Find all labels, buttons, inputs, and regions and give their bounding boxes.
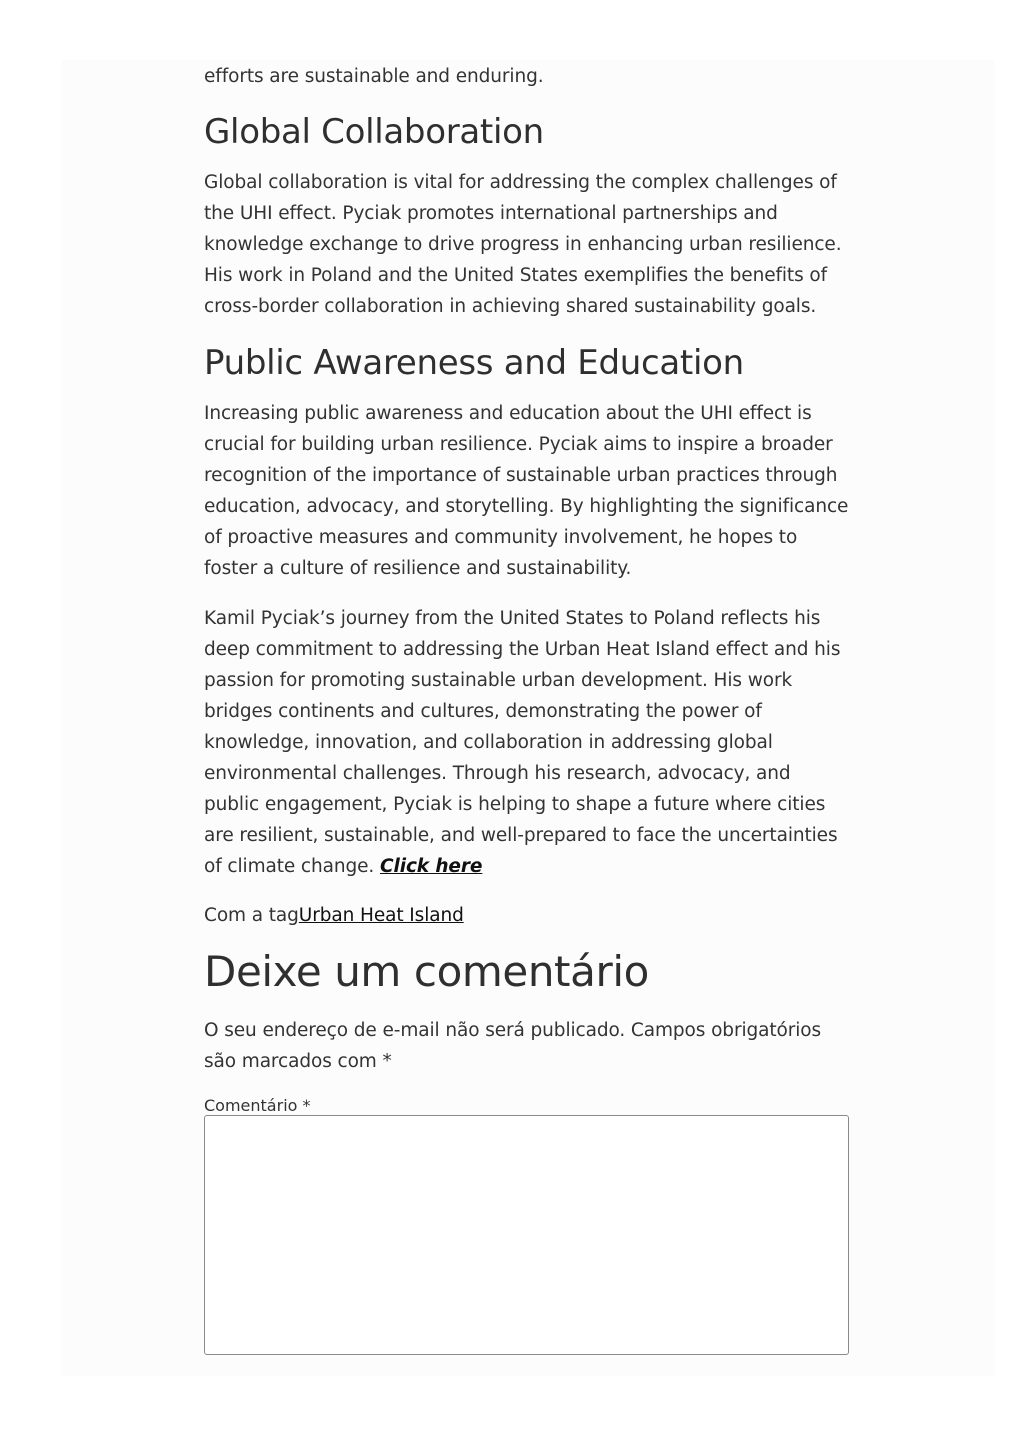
- comment-required-asterisk: *: [302, 1096, 311, 1115]
- article: [204, 60, 850, 1355]
- section-body-public-awareness: Increasing public awareness and education about the UHI effect is crucial for building urban resilience. Pyciak aims to inspire a broader recognition of the importance of sustainable urban practices through education, advocacy, and storytelling. By highlighting the significance of proactive measures and community involvement, he hopes to foster a culture of resilience and sustainability.: [204, 403, 849, 579]
- comment-notes: [204, 1015, 850, 1077]
- required-asterisk: *: [382, 1051, 392, 1072]
- conclusion-paragraph: [204, 603, 850, 882]
- click-here-link[interactable]: Click here: [379, 856, 483, 877]
- tag-link-urban-heat-island[interactable]: Urban Heat Island: [298, 905, 464, 926]
- section-heading-global-collaboration: Global Collaboration: [204, 112, 544, 152]
- comments-title: Deixe um comentário: [204, 947, 649, 996]
- conclusion-text: Kamil Pyciak’s journey from the United States to Poland reflects his deep commitment to addressing the Urban Heat Island effect and his passion for promoting sustainable urban development. His work bridges continents and cultures, demonstrating the power of knowledge, innovation, and collaboration in addressing global environmental challenges. Through his research, advocacy, and public engagement, Pyciak is helping to shape a future where cities are resilient, sustainable, and well-prepared to face the uncertainties of climate change.: [204, 608, 841, 877]
- section-body-global-collaboration: Global collaboration is vital for addressing the complex challenges of the UHI effect. Pyciak promotes international partnerships and knowledge exchange to drive progress in enhancing urban resilience. His work in Poland and the United States exemplifies the benefits of cross-border collaboration in achieving shared sustainability goals.: [204, 172, 842, 317]
- content-area: [62, 60, 994, 1376]
- comment-label-text: Comentário: [204, 1096, 298, 1115]
- comment-field-label: [204, 1096, 850, 1115]
- tags-prefix: Com a tag: [204, 905, 299, 926]
- section-heading-public-awareness: Public Awareness and Education: [204, 343, 744, 383]
- comment-notes-text: O seu endereço de e-mail não será publicado. Campos obrigatórios são marcados com: [204, 1020, 822, 1072]
- comment-form-section: [204, 943, 850, 1355]
- post-tags: [204, 900, 850, 931]
- comment-textarea[interactable]: [204, 1115, 849, 1355]
- intro-paragraph-tail: efforts are sustainable and enduring.: [204, 66, 544, 87]
